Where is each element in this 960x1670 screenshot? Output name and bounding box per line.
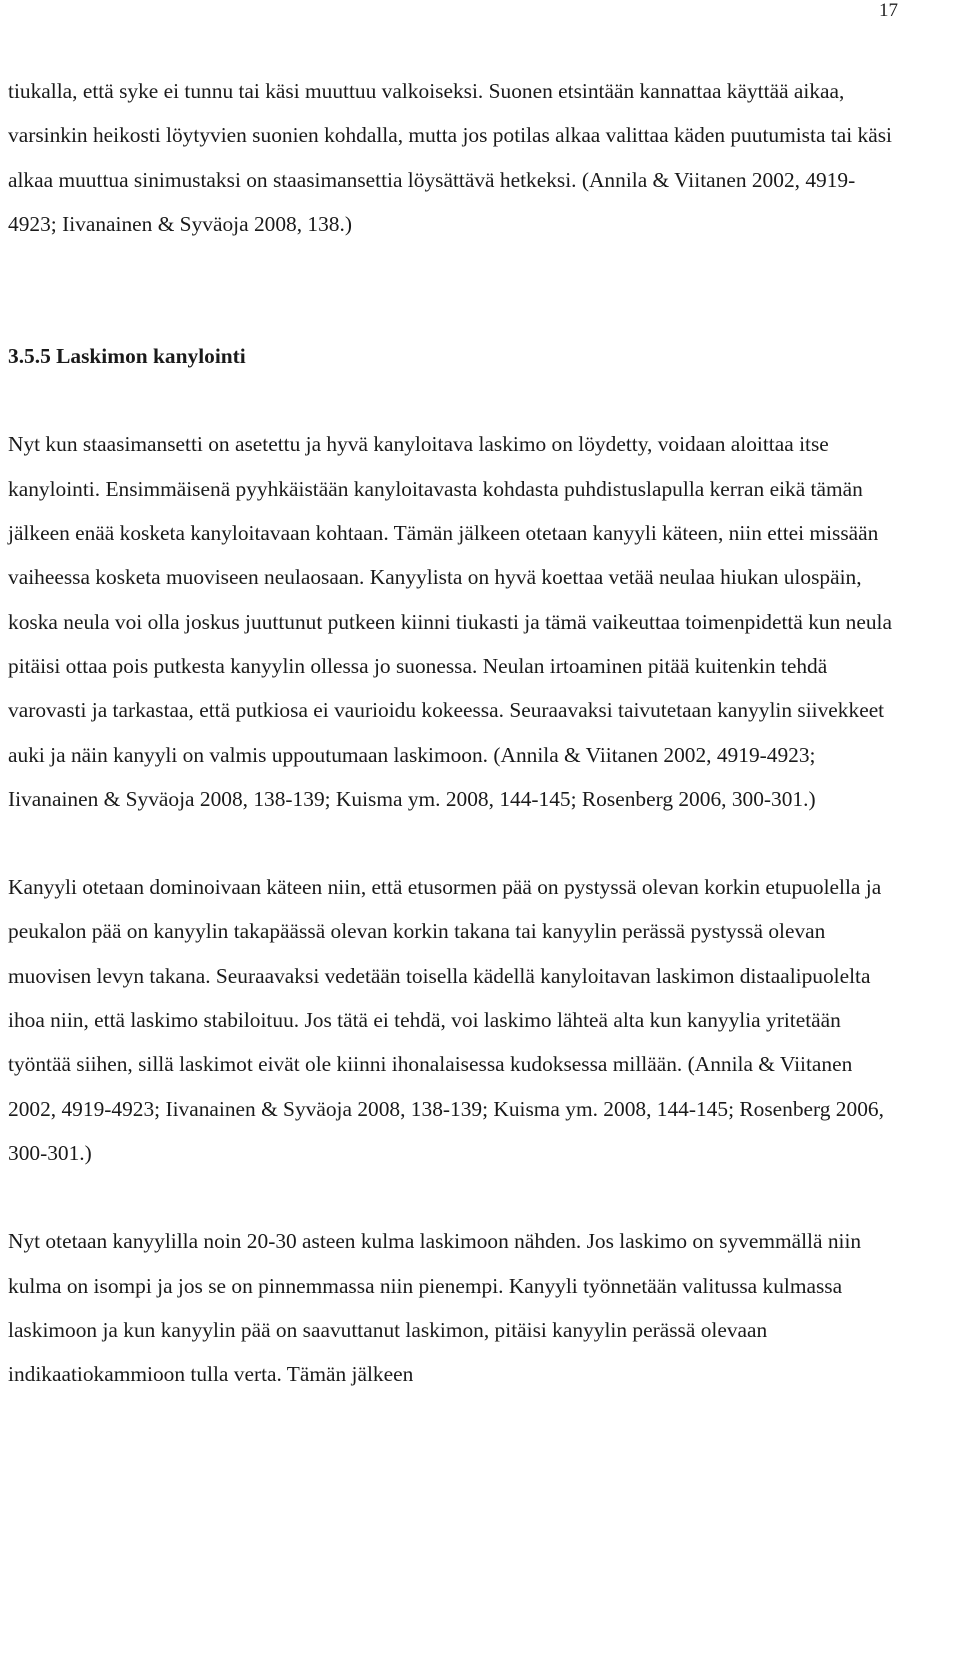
spacer — [8, 1175, 893, 1219]
page-number: 17 — [879, 0, 898, 21]
paragraph-intro: tiukalla, että syke ei tunnu tai käsi muuttuu valkoiseksi. Suonen etsintään kannattaa käyttää aikaa, varsinkin heikosti löytyvien suonien kohdalla, mutta jos potilas alkaa valittaa käden puutumista tai käsi alkaa muuttua sinimustaksi on staasimansettia löysättävä hetkeksi. (Annila & Viitanen 2002, 4919-4923; Iivanainen & Syväoja 2008, 138.) — [8, 79, 892, 236]
paragraph-kanylointi: Nyt kun staasimansetti on asetettu ja hyvä kanyloitava laskimo on löydetty, voidaan aloittaa itse kanylointi. Ensimmäisenä pyyhkäistään kanyloitavasta kohdasta puhdistuslapulla kerran eikä tämän jälkeen enää kosketa kanyloitavaan kohtaan. Tämän jälkeen otetaan kanyyli käteen, niin ettei missään vaiheessa kosketa muoviseen neulaosaan. Kanyylista on hyvä koettaa vetää neulaa hiukan ulospäin, koska neula voi olla joskus juuttunut putkeen kiinni tiukasti ja tämä vaikeuttaa toimenpidettä kun neula pitäisi ottaa pois putkesta kanyylin ollessa jo suonessa. Neulan irtoaminen pitää kuitenkin tehdä varovasti ja tarkastaa, että putkiosa ei vaurioidu kokeessa. Seuraavaksi taivutetaan kanyylin siivekkeet auki ja näin kanyyli on valmis uppoutumaan laskimoon. (Annila & Viitanen 2002, 4919-4923; Iivanainen & Syväoja 2008, 138-139; Kuisma ym. 2008, 144-145; Rosenberg 2006, 300-301.) — [8, 432, 892, 811]
spacer — [8, 246, 893, 334]
spacer — [8, 821, 893, 865]
document-body — [8, 69, 893, 1396]
spacer — [8, 378, 893, 422]
paragraph-kulma: Nyt otetaan kanyylilla noin 20-30 asteen kulma laskimoon nähden. Jos laskimo on syvemmällä niin kulma on isompi ja jos se on pinnemmassa niin pienempi. Kanyyli työnnetään valitussa kulmassa laskimoon ja kun kanyylin pää on saavuttanut laskimon, pitäisi kanyylin perässä olevaan indikaatiokammioon tulla verta. Tämän jälkeen — [8, 1229, 862, 1387]
section-heading: 3.5.5 Laskimon kanylointi — [8, 344, 246, 369]
paragraph-kanyyli-ote: Kanyyli otetaan dominoivaan käteen niin, että etusormen pää on pystyssä olevan korkin etupuolella ja peukalon pää on kanyylin takapäässä olevan korkin takana tai kanyylin perässä pystyssä olevan muovisen levyn takana. Seuraavaksi vedetään toisella kädellä kanyloitavan laskimon distaalipuolelta ihoa niin, että laskimo stabiloituu. Jos tätä ei tehdä, voi laskimo lähteä alta kun kanyylia yritetään työntää siihen, sillä laskimot eivät ole kiinni ihonalaisessa kudoksessa millään. (Annila & Viitanen 2002, 4919-4923; Iivanainen & Syväoja 2008, 138-139; Kuisma ym. 2008, 144-145; Rosenberg 2006, 300-301.) — [8, 875, 884, 1165]
